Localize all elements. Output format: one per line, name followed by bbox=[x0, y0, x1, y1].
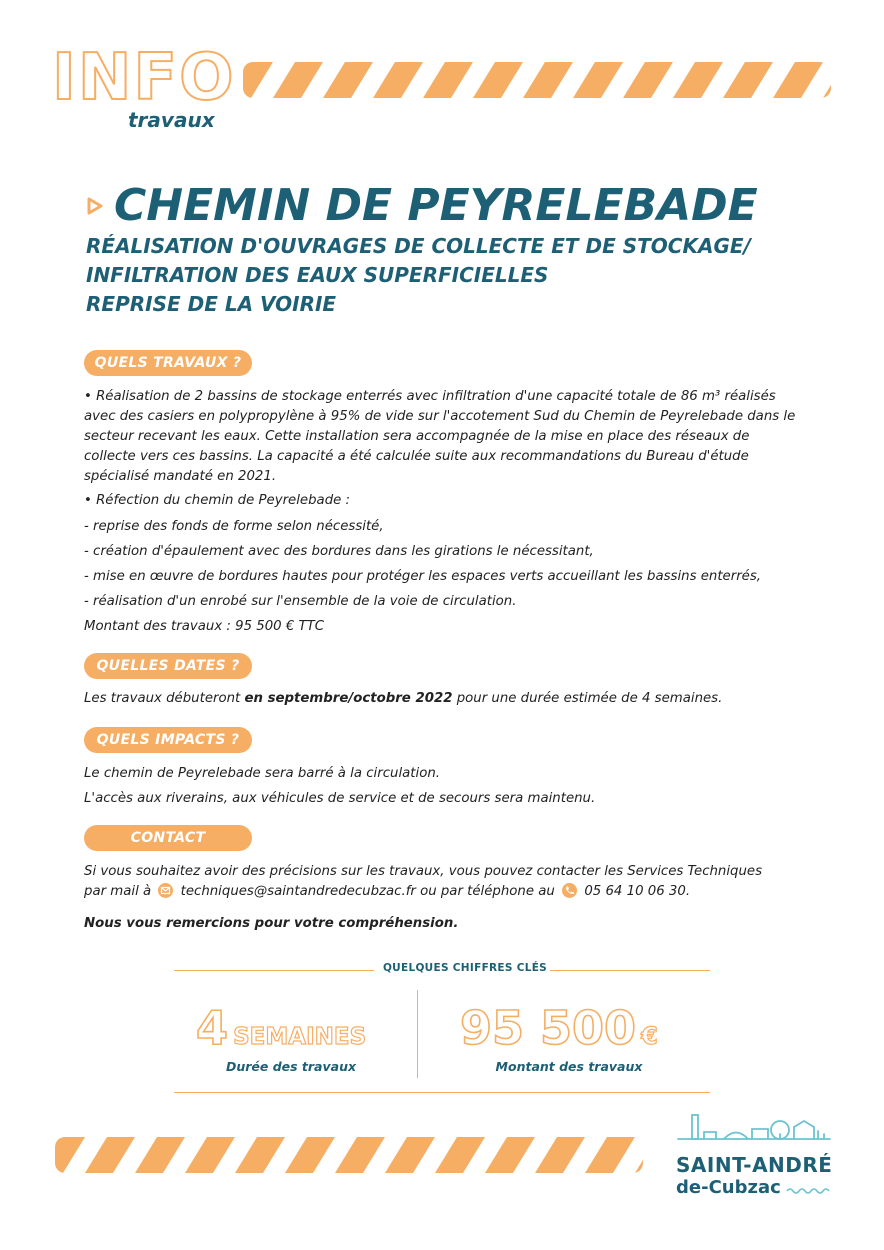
section-pill-contact: CONTACT bbox=[84, 825, 252, 851]
works-item: - reprise des fonds de forme selon nécessité, bbox=[84, 519, 384, 534]
play-triangle-icon bbox=[86, 196, 104, 216]
subtitle-line-2: INFILTRATION DES EAUX SUPERFICIELLES bbox=[86, 263, 549, 287]
info-heading: INFO bbox=[52, 41, 236, 115]
thanks-text: Nous vous remercions pour votre compréhension. bbox=[84, 916, 459, 931]
travaux-heading: travaux bbox=[128, 108, 215, 132]
envelope-icon bbox=[158, 883, 173, 898]
dates-text-before: Les travaux débuteront bbox=[84, 691, 245, 706]
duration-label: Durée des travaux bbox=[225, 1059, 357, 1074]
duration-value: 4 bbox=[196, 1001, 229, 1055]
contact-mail-intro: par mail à bbox=[84, 884, 152, 899]
key-figures-title: QUELQUES CHIFFRES CLÉS bbox=[382, 962, 548, 974]
dates-highlight: en septembre/octobre 2022 bbox=[244, 691, 453, 706]
contact-line-1: Si vous souhaitez avoir des précisions sur les travaux, vous pouvez contacter les Services Techniques bbox=[84, 864, 763, 879]
subtitle-line-1: RÉALISATION D'OUVRAGES DE COLLECTE ET DE STOCKAGE/ bbox=[86, 234, 751, 258]
contact-line-2 bbox=[84, 882, 690, 902]
impacts-line-2: L'accès aux riverains, aux véhicules de service et de secours sera maintenu. bbox=[84, 791, 596, 806]
duration-figure bbox=[196, 1001, 367, 1055]
key-figures-rule-right bbox=[550, 970, 710, 971]
amount-unit: € bbox=[641, 1022, 658, 1050]
works-bullet-refection: • Réfection du chemin de Peyrelebade : bbox=[84, 493, 351, 508]
logo-town-subname: de-Cubzac bbox=[676, 1177, 781, 1198]
section-pill-impacts: QUELS IMPACTS ? bbox=[84, 727, 252, 753]
works-paragraph: • Réalisation de 2 bassins de stockage enterrés avec infiltration d'une capacité totale de 86 m³ réalisés avec des casiers en polypropylène à 95% de vide sur l'accotement Sud du Chemin de Peyrelebade dans le secteur recevant les eaux. Cette installation sera accompagnée de la mise en place des réseaux de collecte vers ces bassins. La capacité a été calculée suite aux recommandations du Bureau d'étude spécialisé mandaté en 2021. bbox=[84, 389, 796, 484]
page-title: CHEMIN DE PEYRELEBADE bbox=[114, 180, 758, 231]
contact-phone-intro: ou par téléphone au bbox=[420, 884, 555, 899]
duration-unit: SEMAINES bbox=[233, 1024, 367, 1050]
dates-text bbox=[84, 689, 722, 709]
key-figures-divider bbox=[417, 990, 418, 1078]
amount-label: Montant des travaux bbox=[495, 1059, 643, 1074]
section-pill-works: QUELS TRAVAUX ? bbox=[84, 350, 252, 376]
amount-value: 95 500 bbox=[460, 1001, 637, 1055]
town-skyline-logo bbox=[676, 1112, 832, 1154]
contact-email-link[interactable]: techniques@saintandredecubzac.fr bbox=[180, 884, 416, 899]
works-item: - réalisation d'un enrobé sur l'ensemble de la voie de circulation. bbox=[84, 594, 517, 609]
hazard-stripe-bottom bbox=[55, 1137, 643, 1173]
works-amount: Montant des travaux : 95 500 € TTC bbox=[84, 619, 325, 634]
works-item: - création d'épaulement avec des bordures dans les girations le nécessitant, bbox=[84, 544, 594, 559]
contact-phone-number[interactable]: 05 64 10 06 30. bbox=[584, 884, 691, 899]
hazard-stripe-top bbox=[243, 62, 831, 98]
logo-town-name: SAINT-ANDRÉ bbox=[676, 1153, 833, 1177]
works-item: - mise en œuvre de bordures hautes pour protéger les espaces verts accueillant les bassins enterrés, bbox=[84, 569, 761, 584]
impacts-line-1: Le chemin de Peyrelebade sera barré à la circulation. bbox=[84, 766, 440, 781]
logo-wave-icon bbox=[786, 1186, 830, 1196]
key-figures-rule-bottom bbox=[174, 1092, 710, 1093]
amount-figure bbox=[460, 1001, 658, 1055]
phone-icon bbox=[562, 883, 577, 898]
subtitle-line-3: REPRISE DE LA VOIRIE bbox=[86, 292, 337, 316]
dates-text-after: pour une durée estimée de 4 semaines. bbox=[452, 691, 723, 706]
section-pill-dates: QUELLES DATES ? bbox=[84, 653, 252, 679]
